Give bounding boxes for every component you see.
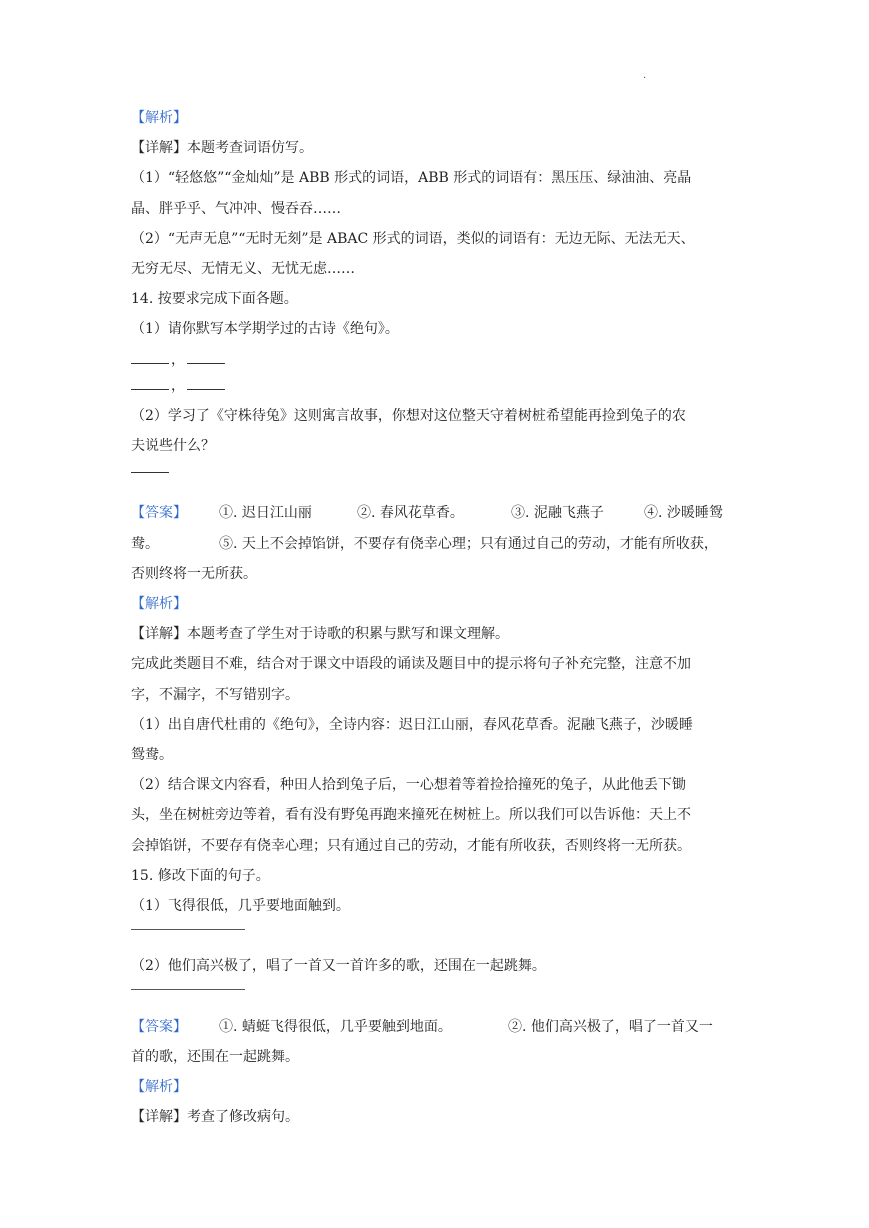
sub-question: （2）他们高兴极了，唱了一首又一首许多的歌，还围在一起跳舞。 (131, 958, 546, 975)
question-title: 15. 修改下面的句子。 (131, 867, 270, 884)
paragraph-line: （1）“轻悠悠”“金灿灿”是 ABB 形式的词语，ABB 形式的词语有：黑压压、绿油油、亮晶 (131, 170, 692, 187)
answer-blank (131, 375, 169, 390)
answer-item: ②. 春风花草香。 (357, 505, 464, 522)
answer-item: ⑤. 天上不会掉馅饼，不要存有侥幸心理；只有通过自己的劳动，才能有所收获， (219, 535, 718, 552)
paragraph-line: 无穷无尽、无情无义、无忧无虑…… (131, 260, 355, 277)
sub-question: （2）学习了《守株待兔》这则寓言故事，你想对这位整天守着树桩希望能再捡到兔子的农 (131, 407, 686, 424)
document-body (131, 103, 741, 1132)
sub-question: 夫说些什么？ (131, 438, 215, 455)
answer-blank (131, 349, 169, 364)
answer-blank-row (131, 921, 741, 951)
page-dot: . (643, 70, 647, 81)
answer-line (131, 1012, 741, 1042)
answer-blank (131, 472, 169, 473)
answer-tag: 【答案】 (131, 1018, 187, 1035)
question-title: 14. 按要求完成下面各题。 (131, 291, 298, 308)
answer-blank (187, 375, 225, 390)
paragraph-line: 晶、胖乎乎、气冲冲、慢吞吞…… (131, 200, 341, 217)
paragraph-line: 字，不漏字，不写错别字。 (131, 686, 299, 703)
section-tag-analysis: 【解析】 (131, 596, 187, 612)
answer-line (131, 498, 741, 528)
answer-blank-row (131, 468, 741, 498)
punct-comma: ， (171, 377, 185, 394)
paragraph-line: 会掉馅饼，不要存有侥幸心理；只有通过自己的劳动，才能有所收获，否则终将一无所获。 (131, 837, 691, 854)
answer-blank (187, 349, 225, 364)
answer-item: ④. 沙暖睡鸳 (644, 505, 723, 522)
section-tag-analysis: 【解析】 (131, 1079, 187, 1095)
answer-item: 鸯。 (131, 535, 159, 552)
answer-blank-row (131, 981, 741, 1011)
answer-item: ①. 蜻蜓飞得很低，几乎要触到地面。 (219, 1018, 452, 1035)
paragraph-line: （1）出自唐代杜甫的《绝句》，全诗内容：迟日江山丽，春风花草香。泥融飞燕子，沙暖睡 (131, 716, 693, 733)
answer-item: ③. 泥融飞燕子 (511, 505, 604, 522)
answer-line (131, 529, 741, 559)
answer-item: ①. 迟日江山丽 (219, 505, 312, 522)
answer-line: 否则终将一无所获。 (131, 565, 257, 582)
answer-blank-row (131, 371, 741, 401)
answer-item: ②. 他们高兴极了，唱了一首又一 (508, 1018, 713, 1035)
answer-blank (131, 929, 245, 930)
sub-question: （1）请你默写本学期学过的古诗《绝句》。 (131, 321, 399, 338)
paragraph-line: 鸳鸯。 (131, 746, 173, 763)
paragraph-line: （2）结合课文内容看，种田人拾到兔子后，一心想着等着捡拾撞死的兔子，从此他丢下锄 (131, 777, 686, 794)
sub-question: （1）飞得很低，几乎要地面触到。 (131, 897, 350, 914)
detail-line: 【详解】考查了修改病句。 (131, 1109, 299, 1126)
answer-line: 首的歌，还围在一起跳舞。 (131, 1048, 299, 1065)
section-tag-analysis: 【解析】 (131, 110, 187, 126)
paragraph-line: 头，坐在树桩旁边等着，看有没有野兔再跑来撞死在树桩上。所以我们可以告诉他：天上不 (131, 807, 691, 824)
answer-tag: 【答案】 (131, 505, 187, 522)
paragraph-line: （2）“无声无息”“无时无刻”是 ABAC 形式的词语，类似的词语有：无边无际、无法无天、 (131, 230, 695, 247)
detail-line: 【详解】本题考查词语仿写。 (131, 140, 313, 157)
detail-line: 【详解】本题考查了学生对于诗歌的积累与默写和课文理解。 (131, 626, 509, 643)
answer-blank (131, 989, 245, 990)
paragraph-line: 完成此类题目不难，结合对于课文中语段的诵读及题目中的提示将句子补充完整，注意不加 (131, 656, 691, 673)
punct-comma: ， (171, 351, 185, 368)
